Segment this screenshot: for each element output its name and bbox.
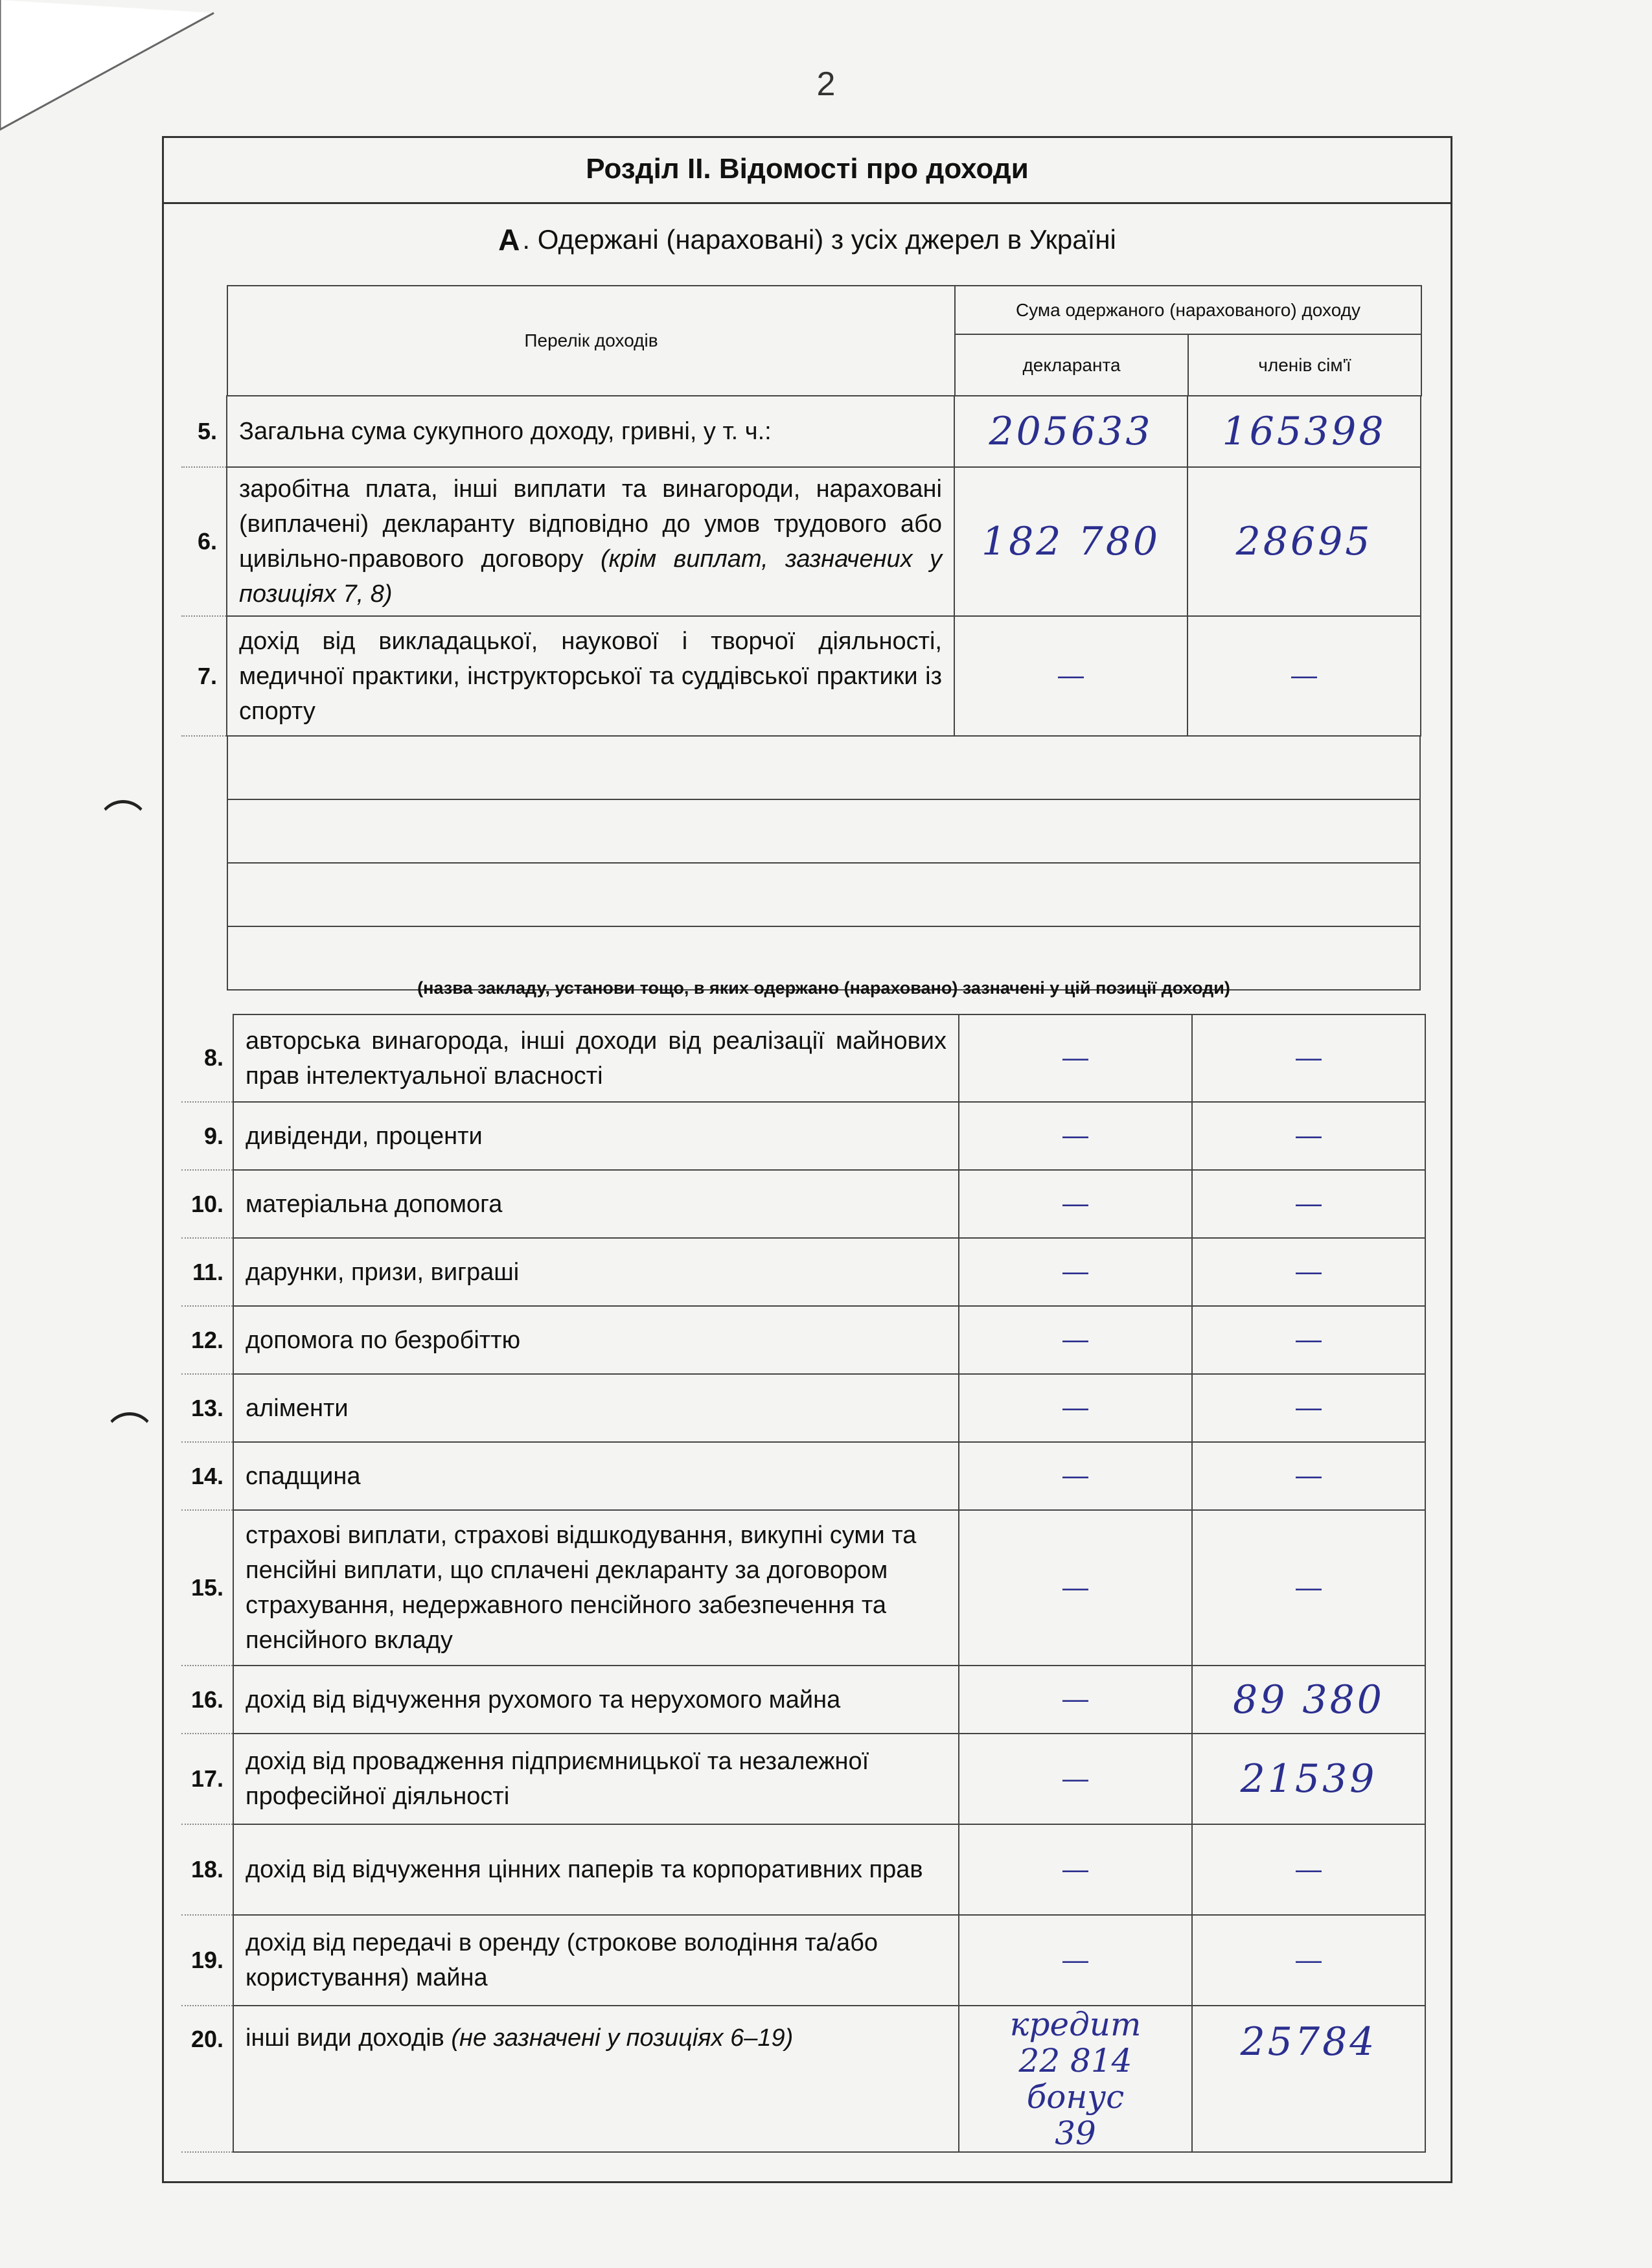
row-number: 20. [181, 2006, 233, 2152]
row-label: заробітна плата, інші виплати та винагороди, нараховані (виплачені) декларанту відповідно до умов трудового або цивільно-правового договору (крім виплат, зазначених у позиціях 7, 8) [227, 467, 954, 616]
table-row [181, 1238, 1425, 1306]
declarant-value: 205633 [954, 396, 1187, 467]
row-label: дохід від відчуження цінних паперів та корпоративних прав [233, 1824, 959, 1915]
row-number: 7. [181, 616, 227, 736]
declarant-value: — [959, 1102, 1192, 1170]
row-number: 11. [181, 1238, 233, 1306]
declarant-value: — [959, 1238, 1192, 1306]
row-number: 18. [181, 1824, 233, 1915]
row-number: 9. [181, 1102, 233, 1170]
row-label: дохід від відчуження рухомого та нерухомого майна [233, 1666, 959, 1734]
family-value: — [1192, 1374, 1425, 1442]
table-row [181, 1102, 1425, 1170]
family-value: — [1187, 616, 1421, 736]
family-value: 89 380 [1192, 1666, 1425, 1734]
institution-row [227, 799, 1420, 863]
punch-hole-top [97, 800, 149, 852]
row-number: 13. [181, 1374, 233, 1442]
table-row [181, 1666, 1425, 1734]
institution-row [227, 736, 1420, 799]
table-row [181, 467, 1421, 616]
page-number: 2 [816, 65, 836, 103]
row-number: 16. [181, 1666, 233, 1734]
table-row [181, 1510, 1425, 1666]
table-row [181, 1734, 1425, 1824]
row-number: 14. [181, 1442, 233, 1510]
family-value: — [1192, 1915, 1425, 2006]
declarant-value: — [959, 1824, 1192, 1915]
row-label: спадщина [233, 1442, 959, 1510]
row-label: допомога по безробіттю [233, 1306, 959, 1374]
subsection-title [162, 217, 1452, 262]
subsection-text: . Одержані (нараховані) з усіх джерел в Україні [522, 224, 1116, 255]
row-number: 6. [181, 467, 227, 616]
family-value: 28695 [1187, 467, 1421, 616]
family-value: 21539 [1192, 1734, 1425, 1824]
row-number: 19. [181, 1915, 233, 2006]
table-row [181, 1306, 1425, 1374]
row-number: 15. [181, 1510, 233, 1666]
institution-rows [227, 735, 1421, 991]
row-label: інші види доходів (не зазначені у позиціях 6–19) [233, 2006, 959, 2152]
table-row [181, 1442, 1425, 1510]
family-value: — [1192, 1510, 1425, 1666]
row-label: Загальна сума сукупного доходу, гривні, у т. ч.: [227, 396, 954, 467]
table-row [181, 1915, 1425, 2006]
table-row [181, 1170, 1425, 1238]
row-label: дохід від провадження підприємницької та незалежної професійної діяльності [233, 1734, 959, 1824]
section-title: Розділ ІІ. Відомості про доходи [162, 136, 1452, 204]
income-table-b [181, 1014, 1426, 2153]
institution-row [227, 863, 1420, 926]
row-label: дохід від викладацької, наукової і творчої діяльності, медичної практики, інструкторської та суддівської практики із спорту [227, 616, 954, 736]
family-value: — [1192, 1442, 1425, 1510]
header-family: членів сім'ї [1188, 334, 1421, 396]
declarant-value: — [959, 1170, 1192, 1238]
declarant-value: 182 780 [954, 467, 1187, 616]
table-row [181, 1014, 1425, 1102]
header-declarant: декларанта [955, 334, 1188, 396]
row-label: аліменти [233, 1374, 959, 1442]
declarant-value: — [954, 616, 1187, 736]
table-row [181, 1824, 1425, 1915]
table-row [181, 1374, 1425, 1442]
declarant-value: — [959, 1734, 1192, 1824]
declarant-value: — [959, 1374, 1192, 1442]
declarant-value: — [959, 1915, 1192, 2006]
row-label: страхові виплати, страхові відшкодування, викупні суми та пенсійні виплати, що сплачені декларанту за договором страхування, недержавного пенсійного забезпечення та пенсійного вкладу [233, 1510, 959, 1666]
declarant-value: — [959, 1442, 1192, 1510]
family-value: 25784 [1192, 2006, 1425, 2152]
header-list-of-incomes: Перелік доходів [227, 286, 955, 396]
punch-hole-bottom [104, 1412, 155, 1464]
row-number: 8. [181, 1014, 233, 1102]
row-number: 17. [181, 1734, 233, 1824]
row-label: дарунки, призи, виграші [233, 1238, 959, 1306]
declarant-value: — [959, 1014, 1192, 1102]
header-sum-of-income: Сума одержаного (нарахованого) доходу [955, 286, 1421, 334]
table-row [181, 2006, 1425, 2152]
table-row [181, 396, 1421, 467]
row-label: авторська винагорода, інші доходи від реалізації майнових прав інтелектуальної власності [233, 1014, 959, 1102]
income-rows-a [181, 395, 1421, 737]
row-number: 12. [181, 1306, 233, 1374]
declarant-value: кредит 22 814 бонус 39 [959, 2006, 1192, 2152]
family-value: 165398 [1187, 396, 1421, 467]
declarant-value: — [959, 1510, 1192, 1666]
page-corner-fold [0, 0, 246, 155]
family-value: — [1192, 1238, 1425, 1306]
family-value: — [1192, 1306, 1425, 1374]
family-value: — [1192, 1102, 1425, 1170]
declarant-value: — [959, 1666, 1192, 1734]
row-number: 10. [181, 1170, 233, 1238]
family-value: — [1192, 1170, 1425, 1238]
family-value: — [1192, 1014, 1425, 1102]
row-label: дивіденди, проценти [233, 1102, 959, 1170]
row-number: 5. [181, 396, 227, 467]
declarant-value: — [959, 1306, 1192, 1374]
row-label: дохід від передачі в оренду (строкове володіння та/або користування) майна [233, 1915, 959, 2006]
row-label: матеріальна допомога [233, 1170, 959, 1238]
institution-caption: (назва закладу, установи тощо, в яких одержано (нараховано) зазначені у цій позиції доходи) [417, 978, 1230, 998]
income-table-a [227, 285, 1422, 396]
subsection-letter: А [498, 223, 520, 257]
table-row [181, 616, 1421, 736]
family-value: — [1192, 1824, 1425, 1915]
